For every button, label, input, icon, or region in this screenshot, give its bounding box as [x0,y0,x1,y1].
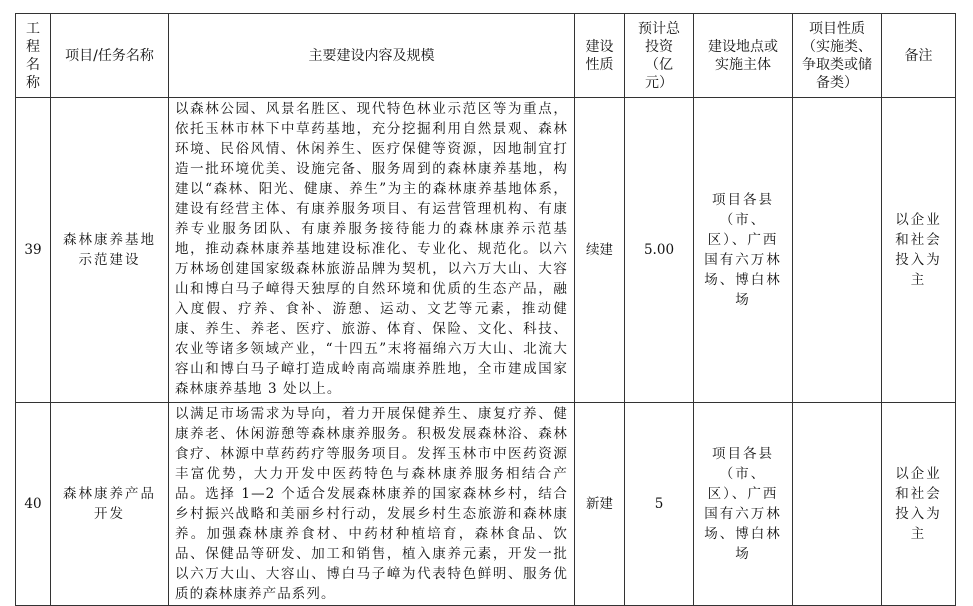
investment: 5.00 [625,98,694,403]
project-no: 39 [16,98,51,403]
project-name: 森林康养产品开发 [51,403,169,606]
location: 项目各县（市、区）、广西国有六万林场、博白林场 [694,403,793,606]
remark: 以企业和社会投入为主 [882,98,956,403]
header-build-type: 建设性质 [575,14,625,98]
table-row [16,98,956,403]
investment: 5 [625,403,694,606]
header-content: 主要建设内容及规模 [169,14,575,98]
header-remark: 备注 [882,14,956,98]
header-row [16,14,956,98]
project-content: 以森林公园、风景名胜区、现代特色林业示范区等为重点，依托玉林市林下中草药基地，充分挖掘利用自然景观、森林环境、民俗风情、休闲养生、医疗保健等资源，因地制宜打造一批环境优美、设施完备、服务周到的森林康养基地，构建以“森林、阳光、健康、养生”为主的森林康养基地体系，建设有经营主体、有康养服务项目、有运营管理机构、有康养专业服务团队、有康养服务接待能力的森林康养示范基地，推动森林康养基地建设标准化、专业化、规范化。以六万林场创建国家级森林旅游品牌为契机，以六万大山、大容山和博白马子嶂得天独厚的自然环境和优质的生态产品，融入度假、疗养、食补、游憩、运动、文艺等元素，推动健康、养生、养老、医疗、旅游、体育、保险、文化、科技、农业等诸多领域产业，“十四五”末将福绵六万大山、北流大容山和博白马子嶂打造成岭南高端康养胜地，全市建成国家森林康养基地 3 处以上。 [169,98,575,403]
table-row [16,403,956,606]
header-investment: 预计总投资（亿元） [625,14,694,98]
project-content: 以满足市场需求为导向，着力开展保健养生、康复疗养、健康养老、休闲游憩等森林康养服务。积极发展森林浴、森林食疗、林源中草药药疗等服务项目。发挥玉林市中医药资源丰富优势，大力开发中医药特色与森林康养服务相结合产品。选择 1—2 个适合发展森林康养的国家森林乡村，结合乡村振兴战略和美丽乡村行动，发展乡村生态旅游和森林康养。加强森林康养食材、中药材种植培育，森林食品、饮品、保健品等研发、加工和销售，植入康养元素，开发一批以六万大山、大容山、博白马子嶂为代表特色鲜明、服务优质的森林康养产品系列。 [169,403,575,606]
category [793,98,882,403]
build-type: 续建 [575,98,625,403]
build-type: 新建 [575,403,625,606]
project-no: 40 [16,403,51,606]
header-location: 建设地点或实施主体 [694,14,793,98]
category [793,403,882,606]
header-project-name: 项目/任务名称 [51,14,169,98]
header-category: 项目性质（实施类、争取类或储备类） [793,14,882,98]
project-table [15,13,956,606]
location: 项目各县（市、区）、广西国有六万林场、博白林场 [694,98,793,403]
header-project-no: 工程名称 [16,14,51,98]
project-name: 森林康养基地示范建设 [51,98,169,403]
remark: 以企业和社会投入为主 [882,403,956,606]
